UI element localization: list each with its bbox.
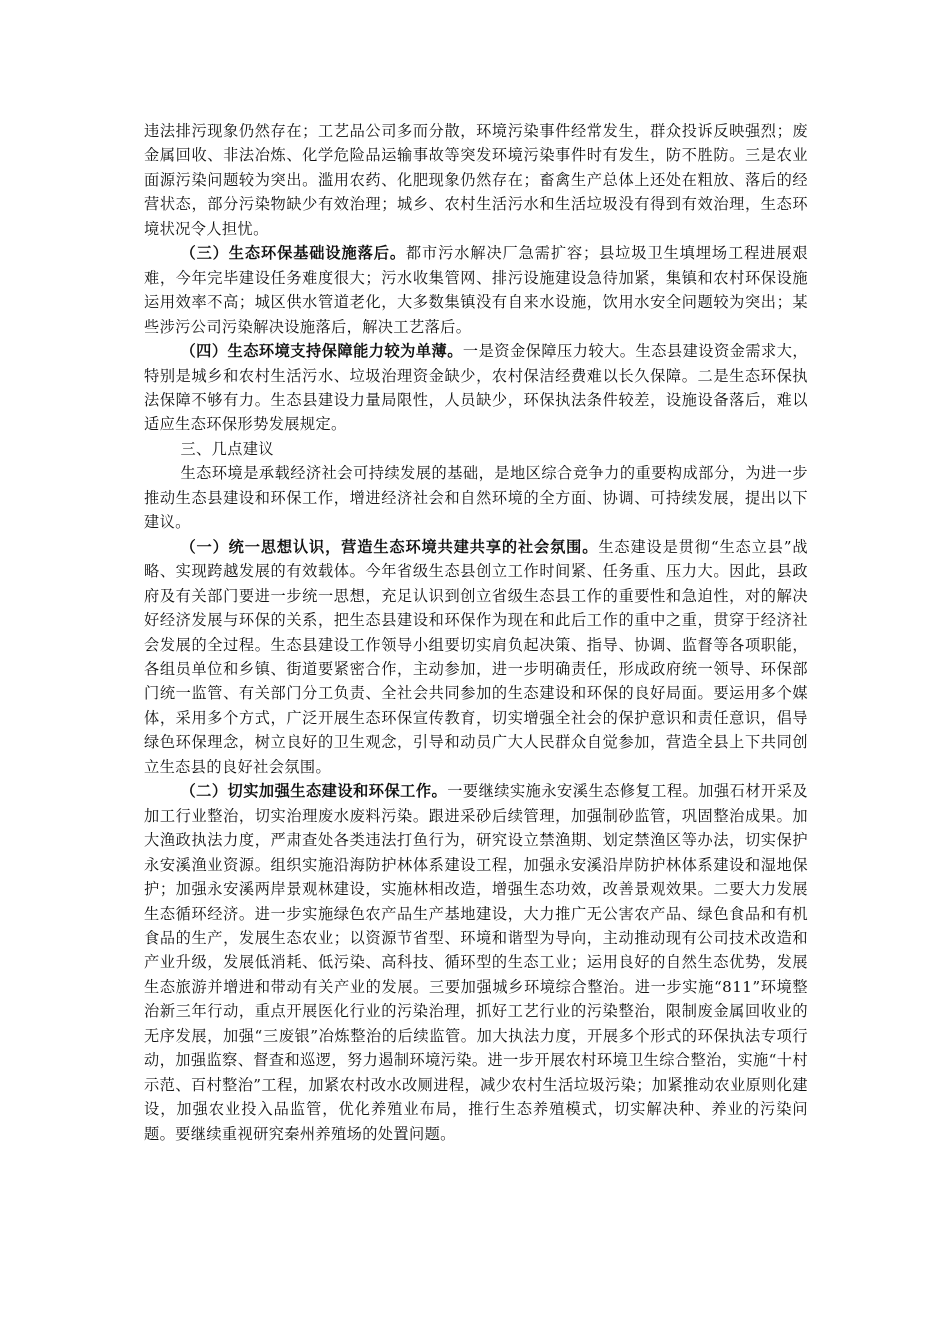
paragraph-heading-infrastructure: （三）生态环保基础设施落后。: [180, 244, 406, 263]
paragraph-suggestions-intro: 生态环境是承载经济社会可持续发展的基础，是地区综合竞争力的重要构成部分，为进一步推动生态县建设和环保工作，增进经济社会和自然环境的全方面、协调、可持续发展，提出以下建议。: [144, 464, 808, 532]
paragraph-infrastructure: [144, 241, 808, 339]
paragraph-body-infrastructure: 都市污水解决厂急需扩容；县垃圾卫生填埋场工程进展艰难，今年完毕建设任务难度很大；污水收集管网、排污设施建设急待加紧，集镇和农村环保设施运用效率不高；城区供水管道老化，大多数集镇没有自来水设施，饮用水安全问题较为突出；某些涉污公司污染解决设施落后，解决工艺落后。: [144, 244, 808, 336]
paragraph-heading-unify-thinking: （一）统一思想认识，营造生态环境共建共享的社会氛围。: [180, 537, 599, 556]
paragraph-body-unify-thinking: 生态建设是贯彻“生态立县”战略、实现跨越发展的有效载体。今年省级生态县创立工作时间紧、任务重、压力大。因此，县政府及有关部门要进一步统一思想，充足认识到创立省级生态县工作的重要性和急迫性，对的解决好经济发展与环保的关系，把生态县建设和环保作为现在和此后工作的重中之重，贯穿于经济社会发展的全过程。生态县建设工作领导小组要切实肩负起决策、指导、协调、监督等各项职能，各组员单位和乡镇、街道要紧密合作，主动参加，进一步明确责任，形成政府统一领导、环保部门统一监管、有关部门分工负责、全社会共同参加的生态建设和环保的良好局面。要运用多个媒体，采用多个方式，广泛开展生态环保宣传教育，切实增强全社会的保护意识和责任意识，倡导绿色环保理念，树立良好的卫生观念，引导和动员广大人民群众自觉参加，营造全县上下共同创立生态县的良好社会氛围。: [144, 537, 808, 776]
paragraph-unify-thinking: [144, 535, 808, 780]
paragraph-heading-support-capacity: （四）生态环境支持保障能力较为单薄。: [180, 342, 463, 361]
paragraph-body-strengthen-ecology: 一要继续实施永安溪生态修复工程。加强石材开采及加工行业整治，切实治理废水废料污染。跟进采砂后续管理，加强制砂监管，巩固整治成果。加大渔政执法力度，严肃查处各类违法打鱼行为，研究设立禁渔期、划定禁渔区等办法，切实保护永安溪渔业资源。组织实施沿海防护林体系建设工程，加强永安溪沿岸防护林体系建设和湿地保护；加强永安溪两岸景观林建设，实施林相改造，增强生态功效，改善景观效果。二要大力发展生态循环经济。进一步实施绿色农产品生产基地建设，大力推广无公害农产品、绿色食品和有机食品的生产，发展生态农业；以资源节省型、环境和谐型为导向，主动推动现有公司技术改造和产业升级，发展低消耗、低污染、高科技、循环型的生态工业；运用良好的自然生态优势，发展生态旅游并增进和带动有关产业的发展。三要加强城乡环境综合整治。进一步实施“811”环境整治新三年行动，重点开展医化行业的污染治理，抓好工艺行业的污染整治，限制废金属回收业的无序发展，加强“三废银”冶炼整治的后续监管。加大执法力度，开展多个形式的环保执法专项行动，加强监察、督查和巡逻，努力遏制环境污染。进一步开展农村环境卫生综合整治，实施“十村示范、百村整治”工程，加紧农村改水改厕进程，减少农村生活垃圾污染；加紧推动农业原则化建设，加强农业投入品监管，优化养殖业布局，推行生态养殖模式，切实解决种、养业的污染问题。要继续重视研究秦州养殖场的处置问题。: [144, 782, 808, 1143]
paragraph-strengthen-ecology: [144, 779, 808, 1146]
paragraph-continuation: 违法排污现象仍然存在；工艺品公司多而分散，环境污染事件经常发生，群众投诉反映强烈；废金属回收、非法冶炼、化学危险品运输事故等突发环境污染事件时有发生，防不胜防。三是农业面源污染问题较为突出。滥用农药、化肥现象仍然存在；畜禽生产总体上还处在粗放、落后的经营状态，部分污染物缺少有效治理；城乡、农村生活污水和生活垃圾没有得到有效治理，生态环境状况令人担忧。: [144, 122, 808, 238]
document-body: [144, 119, 808, 1146]
paragraph-heading-strengthen-ecology: （二）切实加强生态建设和环保工作。: [180, 782, 448, 801]
paragraph-body-support-capacity: 一是资金保障压力较大。生态县建设资金需求大，特别是城乡和农村生活污水、垃圾治理资金缺少，农村保洁经费难以长久保障。二是生态环保执法保障不够有力。生态县建设力量局限性，人员缺少，环保执法条件较差，设施设备落后，难以适应生态环保形势发展规定。: [144, 342, 808, 434]
paragraph-support-capacity: [144, 339, 808, 437]
section-title-suggestions: 三、几点建议: [180, 439, 274, 458]
